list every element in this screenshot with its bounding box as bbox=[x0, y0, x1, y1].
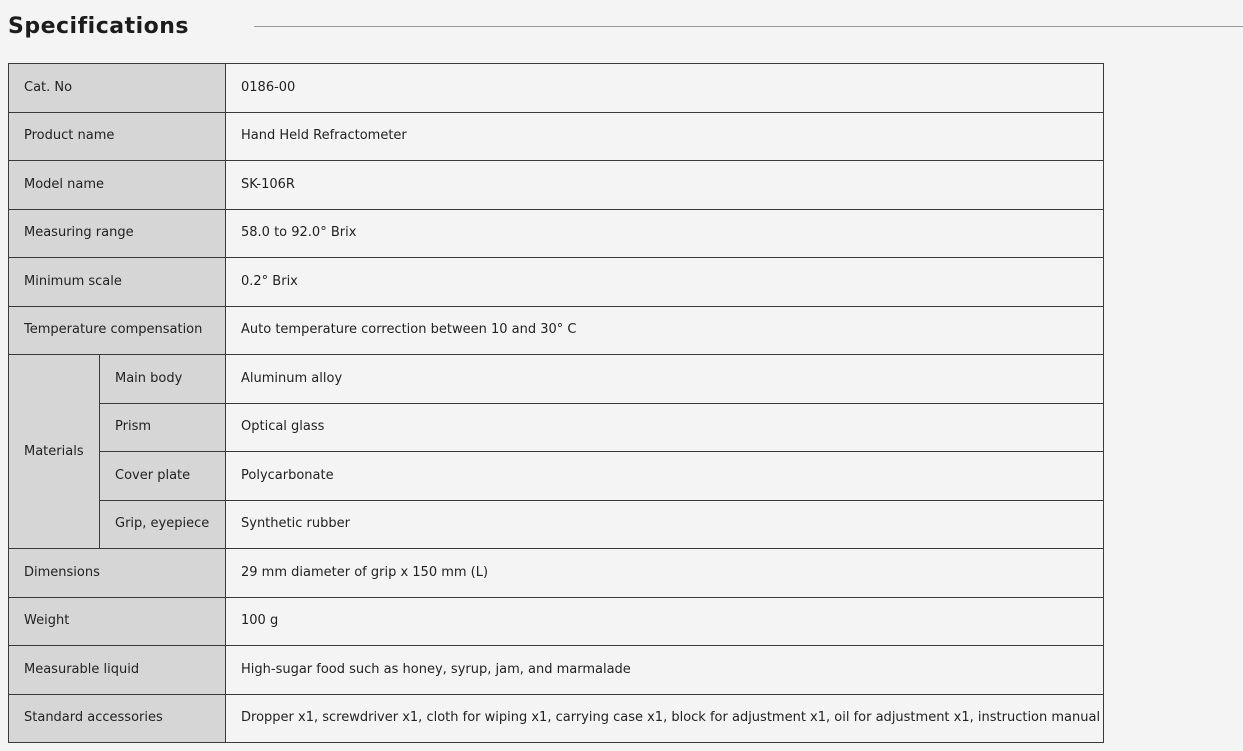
table-row bbox=[9, 112, 1104, 161]
spec-value-measurable-liquid: High-sugar food such as honey, syrup, jam, and marmalade bbox=[226, 646, 1104, 695]
spec-label-weight: Weight bbox=[9, 597, 226, 646]
spec-label-cat-no: Cat. No bbox=[9, 64, 226, 113]
table-row bbox=[9, 209, 1104, 258]
table-row bbox=[9, 258, 1104, 307]
table-row bbox=[9, 549, 1104, 598]
spec-value-model-name: SK-106R bbox=[226, 161, 1104, 210]
spec-label-standard-accessories: Standard accessories bbox=[9, 694, 226, 743]
table-row bbox=[9, 694, 1104, 743]
spec-value-cover-plate: Polycarbonate bbox=[226, 452, 1104, 501]
table-row bbox=[9, 597, 1104, 646]
table-row bbox=[9, 403, 1104, 452]
specifications-table bbox=[8, 63, 1104, 743]
spec-value-measuring-range: 58.0 to 92.0° Brix bbox=[226, 209, 1104, 258]
spec-label-materials: Materials bbox=[9, 355, 100, 549]
spec-value-product-name: Hand Held Refractometer bbox=[226, 112, 1104, 161]
spec-sublabel-main-body: Main body bbox=[100, 355, 226, 404]
spec-value-temperature-compensation: Auto temperature correction between 10 and 30° C bbox=[226, 306, 1104, 355]
spec-label-minimum-scale: Minimum scale bbox=[9, 258, 226, 307]
spec-label-measurable-liquid: Measurable liquid bbox=[9, 646, 226, 695]
section-header bbox=[8, 10, 1243, 44]
table-row bbox=[9, 452, 1104, 501]
header-divider bbox=[254, 26, 1243, 27]
spec-label-temperature-compensation: Temperature compensation bbox=[9, 306, 226, 355]
spec-sublabel-grip-eyepiece: Grip, eyepiece bbox=[100, 500, 226, 549]
spec-label-product-name: Product name bbox=[9, 112, 226, 161]
table-row bbox=[9, 355, 1104, 404]
table-row bbox=[9, 646, 1104, 695]
spec-value-standard-accessories: Dropper x1, screwdriver x1, cloth for wiping x1, carrying case x1, block for adjustment x1, oil for adjustment x1, instruction manual bbox=[226, 694, 1104, 743]
spec-label-dimensions: Dimensions bbox=[9, 549, 226, 598]
table-row bbox=[9, 500, 1104, 549]
table-row bbox=[9, 64, 1104, 113]
spec-value-main-body: Aluminum alloy bbox=[226, 355, 1104, 404]
spec-value-dimensions: 29 mm diameter of grip x 150 mm (L) bbox=[226, 549, 1104, 598]
page-title: Specifications bbox=[8, 14, 190, 39]
table-row bbox=[9, 161, 1104, 210]
spec-value-minimum-scale: 0.2° Brix bbox=[226, 258, 1104, 307]
spec-sublabel-prism: Prism bbox=[100, 403, 226, 452]
spec-value-cat-no: 0186-00 bbox=[226, 64, 1104, 113]
spec-label-model-name: Model name bbox=[9, 161, 226, 210]
spec-label-measuring-range: Measuring range bbox=[9, 209, 226, 258]
table-row bbox=[9, 306, 1104, 355]
spec-sublabel-cover-plate: Cover plate bbox=[100, 452, 226, 501]
spec-value-prism: Optical glass bbox=[226, 403, 1104, 452]
spec-value-grip-eyepiece: Synthetic rubber bbox=[226, 500, 1104, 549]
spec-value-weight: 100 g bbox=[226, 597, 1104, 646]
